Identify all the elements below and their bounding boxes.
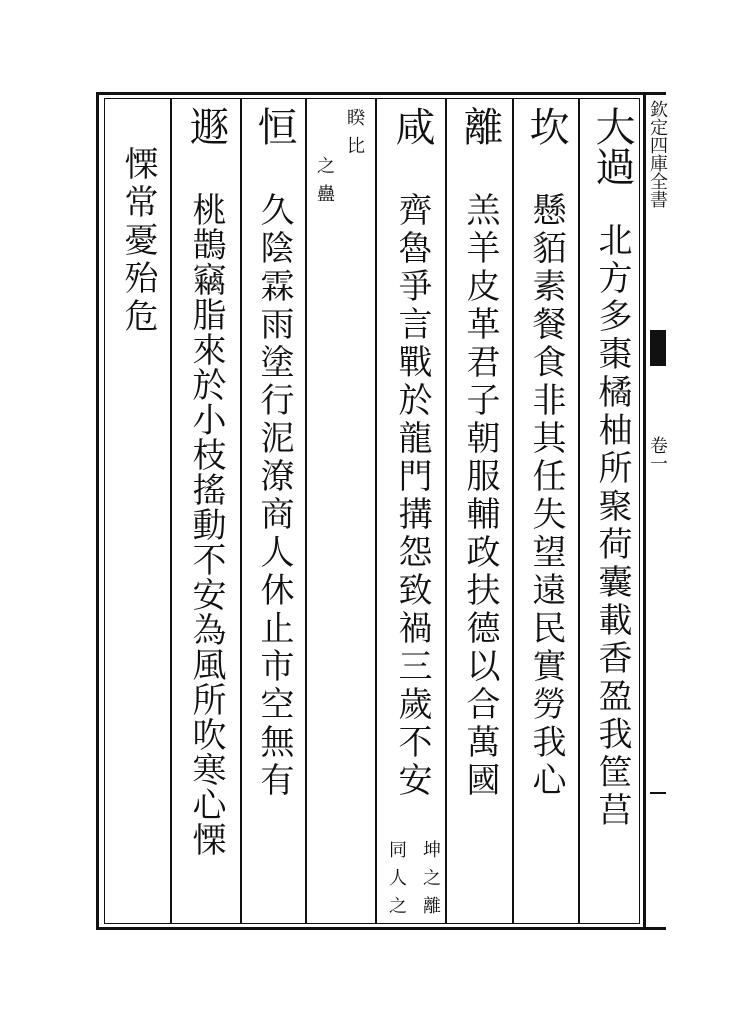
edge-volume-label: 卷一 xyxy=(647,436,668,472)
column-head: 坎 xyxy=(523,106,569,146)
column-rule xyxy=(512,98,514,924)
column-head: 離 xyxy=(457,106,503,146)
column-note: 之蠱 xyxy=(314,156,335,212)
column-text: 北方多棗橘柚所聚荷囊載香盈我筐莒 xyxy=(592,222,632,830)
column-text: 懸貊素餐食非其任失望遠民實勞我心 xyxy=(526,192,566,800)
column-head: 大過 xyxy=(589,106,635,186)
column-rule xyxy=(578,98,580,924)
column-head: 咸 xyxy=(389,106,435,146)
column-note: 睽比 xyxy=(344,108,365,164)
edge-rule xyxy=(650,792,666,794)
column-text: 羔羊皮革君子朝服輔政扶德以合萬國 xyxy=(460,192,500,800)
column-head: 恒 xyxy=(251,106,297,146)
column-text: 桃鵲竊脂來於小枝搖動不安為風所吹寒心慄 xyxy=(186,192,226,857)
column-rule xyxy=(305,98,307,924)
column-rule xyxy=(445,98,447,924)
fold-edge xyxy=(646,92,666,930)
column-text: 久陰霖雨塗行泥潦商人休止市空無有 xyxy=(254,192,294,800)
column-rule xyxy=(240,98,242,924)
column-text: 慄常憂殆危 xyxy=(118,146,158,336)
column-head: 遯 xyxy=(183,106,229,146)
edge-book-title: 欽定四庫全書 xyxy=(647,100,668,208)
column-rule xyxy=(170,98,172,924)
column-note: 坤之離 xyxy=(420,840,441,924)
column-note: 同人之 xyxy=(386,840,407,924)
column-rule xyxy=(375,98,377,924)
edge-fishtail xyxy=(650,330,666,366)
column-text: 齊魯爭言戰於龍門搆怨致禍三歲不安 xyxy=(392,192,432,800)
